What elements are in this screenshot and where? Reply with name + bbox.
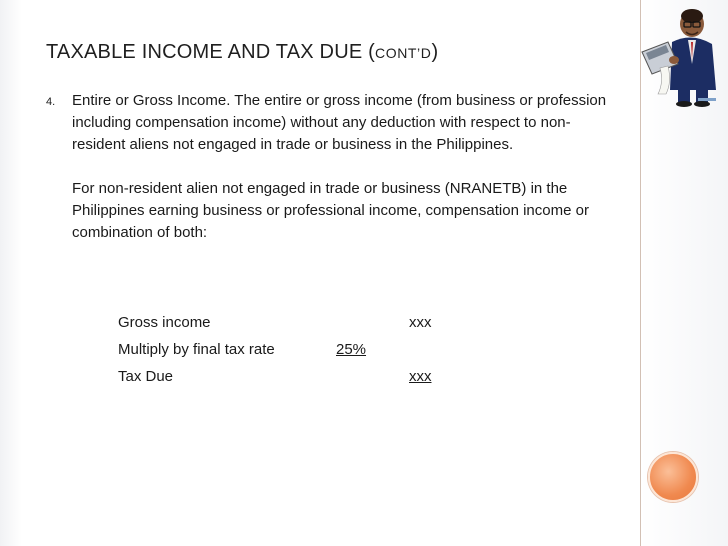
computation-row xyxy=(118,336,448,363)
left-edge-shade xyxy=(0,0,22,546)
row-value: xxx xyxy=(409,314,432,331)
row-label: Multiply by final tax rate xyxy=(118,341,275,358)
item-number: 4. xyxy=(46,96,56,108)
businessman-calculator-icon xyxy=(638,2,722,110)
row-label: Gross income xyxy=(118,314,211,331)
orange-circle-icon xyxy=(648,452,698,502)
tax-computation xyxy=(118,309,448,390)
paragraph-nranetb: For non-resident alien not engaged in trade or business (NRANETB) in the Philippines earning business or professional income, compensation income or combination of both: xyxy=(72,180,589,241)
row-label: Tax Due xyxy=(118,368,174,385)
computation-row xyxy=(118,309,448,336)
paragraph-gross-income: Entire or Gross Income. The entire or gross income (from business or profession including compensation income) without any deduction with respect to non-resident aliens not engaged in trade or business in the Philippines. xyxy=(72,92,607,153)
slide-title: TAXABLE INCOME AND TAX DUE (CONT’D) xyxy=(46,41,439,63)
numbered-item xyxy=(46,90,616,244)
tax-rate: 25% xyxy=(336,341,367,358)
row-value: xxx xyxy=(409,368,432,385)
computation-row xyxy=(118,363,448,390)
